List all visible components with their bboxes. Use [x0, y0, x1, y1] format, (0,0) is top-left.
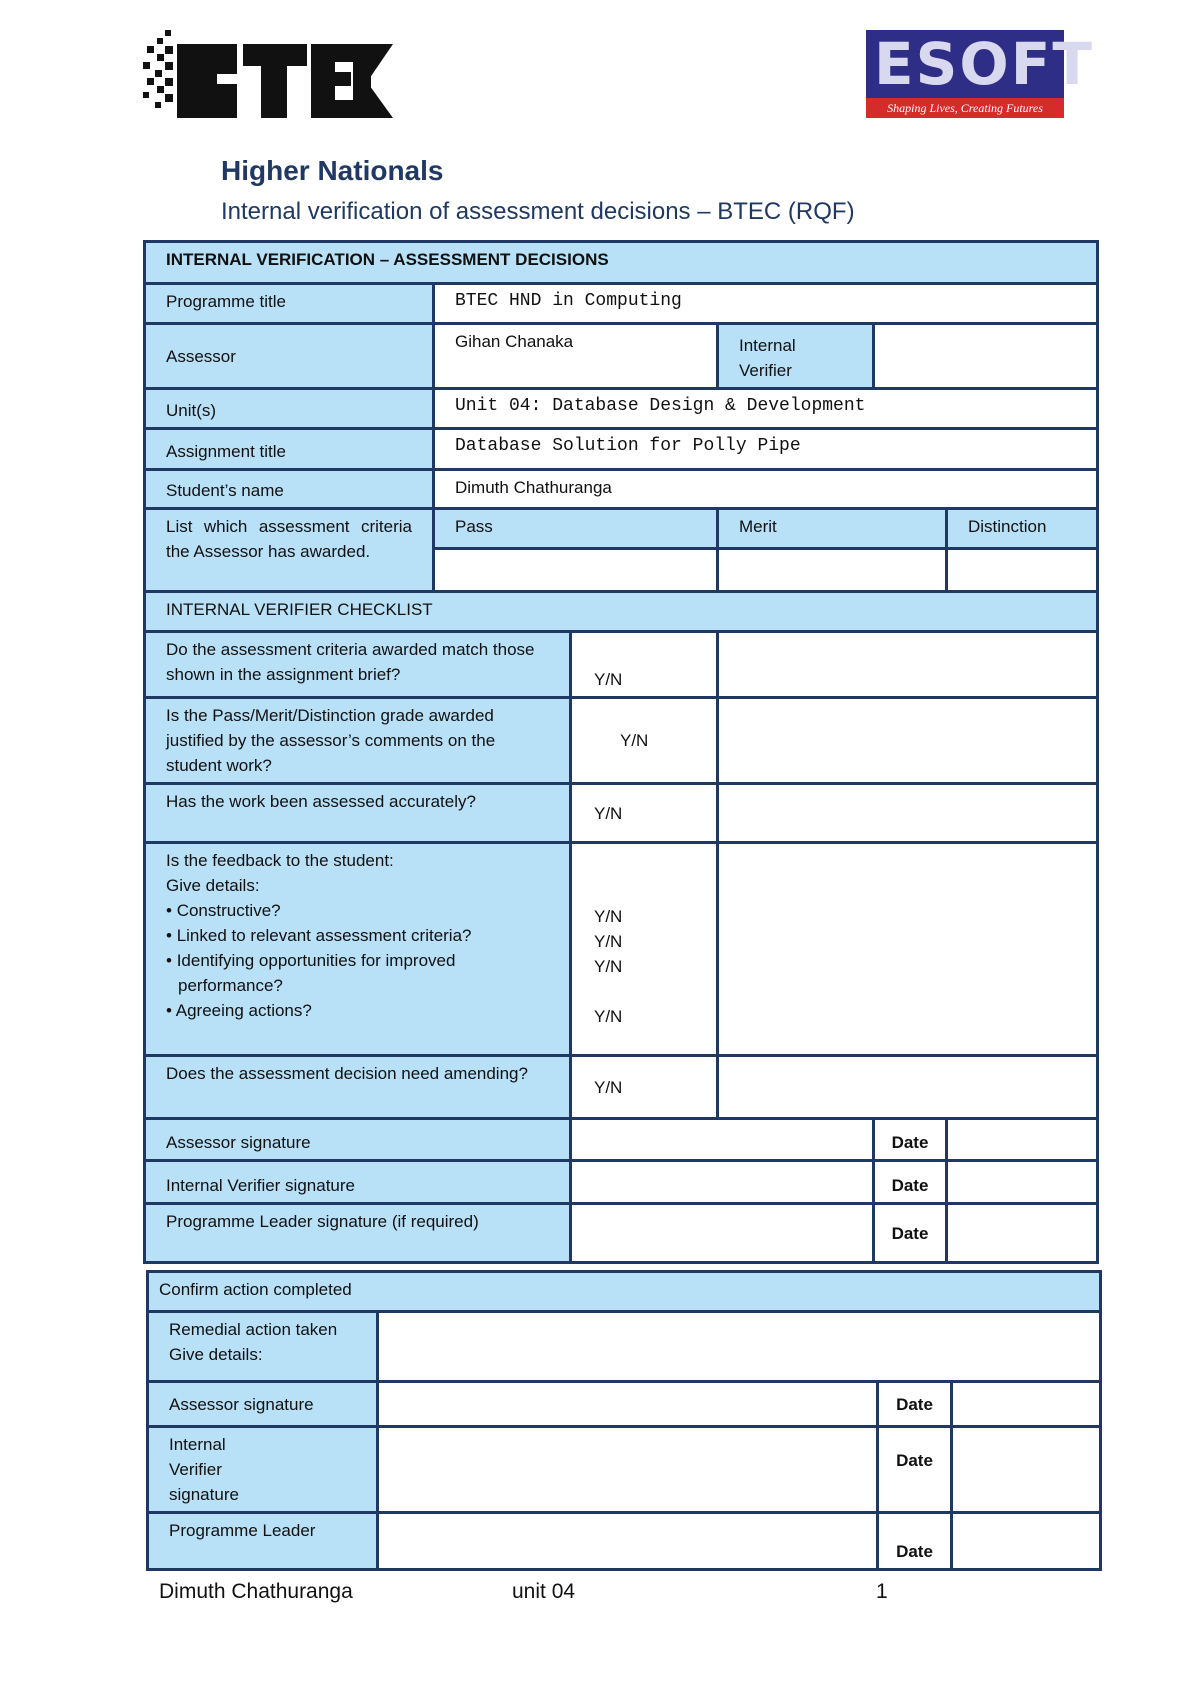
- checklist-q1-comment[interactable]: [718, 632, 1098, 698]
- list-item: • Agreeing actions?: [166, 1001, 312, 1020]
- grade-pass-field[interactable]: [434, 549, 718, 592]
- assessor-date-label: Date: [874, 1119, 947, 1161]
- programme-leader-date-field[interactable]: [947, 1204, 1098, 1263]
- checklist-q5-comment[interactable]: [718, 1056, 1098, 1119]
- list-item: • Constructive?: [166, 901, 281, 920]
- checklist-q4: [145, 843, 571, 1056]
- programme-leader-date-label: Date: [874, 1204, 947, 1263]
- internal-verifier-signature-field[interactable]: [571, 1161, 874, 1204]
- checklist-q4-comment[interactable]: [718, 843, 1098, 1056]
- internal-verifier-date-label: Date: [874, 1161, 947, 1204]
- esoft-logo-text: ESOFT: [874, 30, 1094, 98]
- units-label: Unit(s): [145, 389, 434, 429]
- confirm-action-form: [146, 1270, 1099, 1571]
- confirm-assessor-signature-label: Assessor signature: [148, 1382, 378, 1427]
- checklist-q3-comment[interactable]: [718, 784, 1098, 843]
- page-subtitle: Internal verification of assessment decisions – BTEC (RQF): [221, 198, 855, 225]
- grade-distinction-field[interactable]: [947, 549, 1098, 592]
- confirm-internal-verifier-date-label: Date: [878, 1427, 952, 1513]
- checklist-q4-yn-3[interactable]: Y/N: [594, 957, 623, 976]
- confirm-assessor-date-field[interactable]: [952, 1382, 1101, 1427]
- verification-form: [143, 240, 1096, 1264]
- units-field[interactable]: Unit 04: Database Design & Development: [434, 389, 1098, 429]
- confirm-programme-leader-field[interactable]: [378, 1513, 878, 1570]
- checklist-q2: Is the Pass/Merit/Distinction grade awarded justified by the assessor’s comments on the student work?: [145, 698, 571, 784]
- section-header-confirm: Confirm action completed: [148, 1272, 1101, 1312]
- confirm-programme-leader-date-field[interactable]: [952, 1513, 1101, 1570]
- remedial-action-label: Remedial action taken Give details:: [148, 1312, 378, 1382]
- assessor-label: Assessor: [145, 324, 434, 389]
- confirm-internal-verifier-date-field[interactable]: [952, 1427, 1101, 1513]
- confirm-programme-leader-date-label: Date: [878, 1513, 952, 1570]
- remedial-action-field[interactable]: [378, 1312, 1101, 1382]
- checklist-q4-sub: Give details:: [166, 876, 260, 895]
- grade-distinction-label: Distinction: [947, 509, 1098, 549]
- checklist-q1: Do the assessment criteria awarded match those shown in the assignment brief?: [145, 632, 571, 698]
- student-name-label: Student’s name: [145, 470, 434, 509]
- checklist-q4-title: Is the feedback to the student:: [166, 851, 394, 870]
- assessor-signature-label: Assessor signature: [145, 1119, 571, 1161]
- programme-title-field[interactable]: BTEC HND in Computing: [434, 284, 1098, 324]
- checklist-q5-yn[interactable]: Y/N: [571, 1056, 718, 1119]
- grade-merit-field[interactable]: [718, 549, 947, 592]
- internal-verifier-label: Internal Verifier: [718, 324, 874, 389]
- confirm-assessor-date-label: Date: [878, 1382, 952, 1427]
- programme-leader-signature-label: Programme Leader signature (if required): [145, 1204, 571, 1263]
- checklist-q2-yn[interactable]: Y/N: [571, 698, 718, 784]
- checklist-q3-yn[interactable]: Y/N: [571, 784, 718, 843]
- assessor-field[interactable]: Gihan Chanaka: [434, 324, 718, 389]
- internal-verifier-field[interactable]: [874, 324, 1098, 389]
- footer-page-number: 1: [876, 1580, 888, 1603]
- section-header-decisions: INTERNAL VERIFICATION – ASSESSMENT DECISIONS: [145, 242, 1098, 284]
- internal-verifier-date-field[interactable]: [947, 1161, 1098, 1204]
- checklist-q4-yn-4[interactable]: Y/N: [594, 1007, 623, 1026]
- programme-leader-signature-field[interactable]: [571, 1204, 874, 1263]
- list-item: • Linked to relevant assessment criteria?: [166, 926, 472, 945]
- checklist-q4-yn-1[interactable]: Y/N: [594, 907, 623, 926]
- internal-verifier-signature-label: Internal Verifier signature: [145, 1161, 571, 1204]
- criteria-label: List which assessment criteria the Assessor has awarded.: [145, 509, 434, 592]
- checklist-q4-yn-2[interactable]: Y/N: [594, 932, 623, 951]
- section-header-checklist: INTERNAL VERIFIER CHECKLIST: [145, 592, 1098, 632]
- confirm-internal-verifier-signature-label: Internal Verifier signature: [148, 1427, 378, 1513]
- assessor-signature-field[interactable]: [571, 1119, 874, 1161]
- esoft-tagline: Shaping Lives, Creating Futures: [866, 98, 1064, 118]
- checklist-q4-list: [166, 898, 549, 1023]
- checklist-q1-yn[interactable]: Y/N: [571, 632, 718, 698]
- list-item: • Identifying opportunities for improved performance?: [166, 951, 456, 995]
- student-name-field[interactable]: Dimuth Chathuranga: [434, 470, 1098, 509]
- footer-unit: unit 04: [512, 1580, 576, 1603]
- footer-student-name: Dimuth Chathuranga: [159, 1580, 353, 1603]
- grade-pass-label: Pass: [434, 509, 718, 549]
- grade-merit-label: Merit: [718, 509, 947, 549]
- btec-logo: [143, 26, 393, 122]
- checklist-q2-comment[interactable]: [718, 698, 1098, 784]
- checklist-q4-yn-group: [571, 843, 718, 1056]
- assignment-title-field[interactable]: Database Solution for Polly Pipe: [434, 429, 1098, 470]
- checklist-q5: Does the assessment decision need amending?: [145, 1056, 571, 1119]
- assessment-decisions-table: [143, 240, 1099, 1264]
- esoft-logo: [866, 30, 1094, 118]
- confirm-internal-verifier-signature-field[interactable]: [378, 1427, 878, 1513]
- programme-title-label: Programme title: [145, 284, 434, 324]
- page-title: Higher Nationals: [221, 155, 444, 186]
- confirm-action-table: [146, 1270, 1102, 1571]
- assignment-title-label: Assignment title: [145, 429, 434, 470]
- assessor-date-field[interactable]: [947, 1119, 1098, 1161]
- confirm-assessor-signature-field[interactable]: [378, 1382, 878, 1427]
- checklist-q3: Has the work been assessed accurately?: [145, 784, 571, 843]
- confirm-programme-leader-label: Programme Leader: [148, 1513, 378, 1570]
